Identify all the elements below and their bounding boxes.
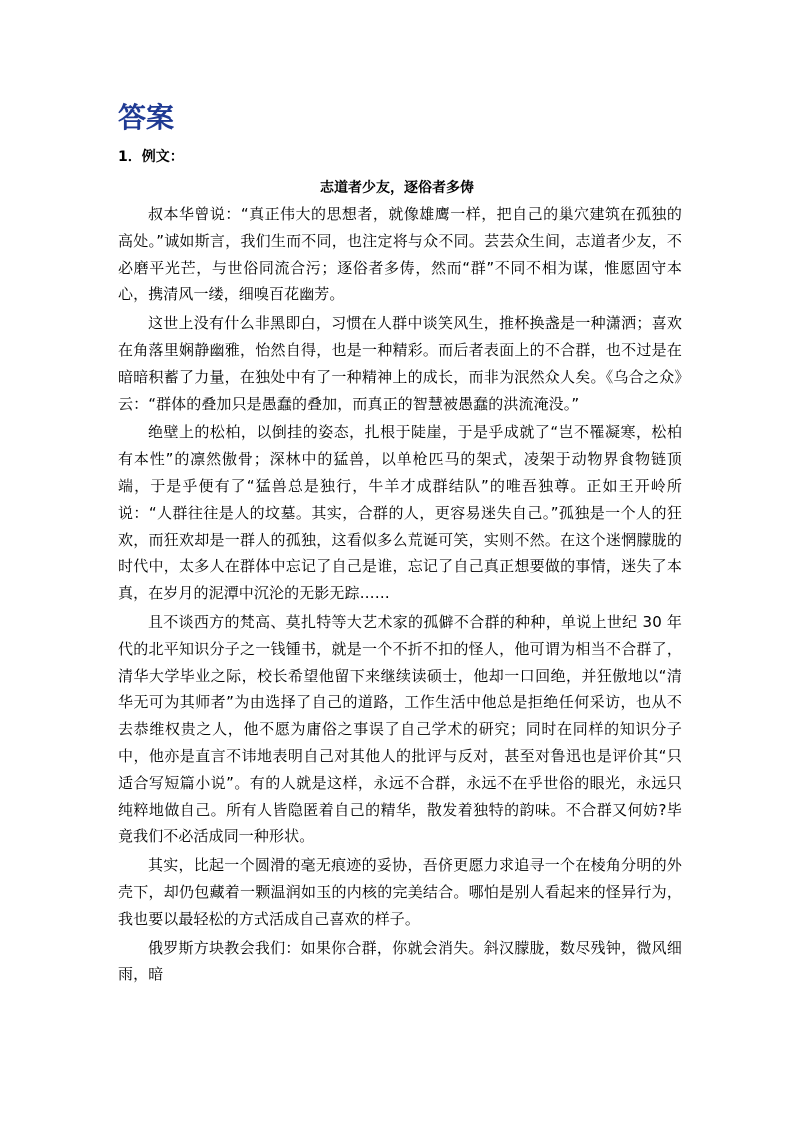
paragraph: 其实，比起一个圆滑的毫无痕迹的妥协，吾侪更愿力求追寻一个在棱角分明的外壳下，却仍包藏着一颗温润如玉的内核的完美结合。哪怕是别人看起来的怪异行为，我也要以最轻松的方式活成自己喜欢的样子。 xyxy=(118,856,682,928)
answer-heading: 答案 xyxy=(118,101,175,134)
paragraph: 叔本华曾说：“真正伟大的思想者，就像雄鹰一样，把自己的巢穴建筑在孤独的高处。”诚如斯言，我们生而不同，也注定将与众不同。芸芸众生间，志道者少友，不必磨平光芒，与世俗同流合污；逐俗者多俦，然而“群”不同不相为谋，惟愿固守本心，携清风一缕，细嗅百花幽芳。 xyxy=(118,205,682,304)
paragraph: 绝壁上的松柏，以倒挂的姿态，扎根于陡崖，于是乎成就了“岂不罹凝寒，松柏有本性”的凛然傲骨；深林中的猛兽，以单枪匹马的架式，凌架于动物界食物链顶端，于是乎便有了“猛兽总是独行，牛羊才成群结队”的唯吾独尊。正如王开岭所说：“人群往往是人的坟墓。其实，合群的人，更容易迷失自己。”孤独是一个人的狂欢，而狂欢却是一群人的孤独，这看似多么荒诞可笑，实则不然。在这个迷惘朦胧的时代中，太多人在群体中忘记了自己是谁，忘记了自己真正想要做的事情，迷失了本真，在岁月的泥潭中沉沦的无影无踪…… xyxy=(118,423,682,603)
essay-body xyxy=(118,201,682,990)
essay-title: 志道者少友，逐俗者多俦 xyxy=(320,180,474,196)
paragraph: 且不谈西方的梵高、莫扎特等大艺术家的孤僻不合群的种种，单说上世纪 30 年代的北平知识分子之一钱锺书，就是一个不折不扣的怪人，他可谓为相当不合群了，清华大学毕业之际，校长希望他留下来继续读硕士，他却一口回绝，并狂傲地以“清华无可为其师者”为由选择了自己的道路，工作生活中他总是拒绝任何采访，也从不去恭维权贵之人，他不愿为庸俗之事误了自己学术的研究；同时在同样的知识分子中，他亦是直言不讳地表明自己对其他人的批评与反对，甚至对鲁迅也是评价其“只适合写短篇小说”。有的人就是这样，永远不合群，永远不在乎世俗的眼光，永远只纯粹地做自己。所有人皆隐匿着自己的精华，散发着独特的韵味。不合群又何妨?毕竟我们不必活成同一种形状。 xyxy=(118,612,682,846)
question-number: 1．例文： xyxy=(118,149,184,165)
paragraph: 俄罗斯方块教会我们：如果你合群，你就会消失。斜汉朦胧，数尽残钟，微风细雨，暗 xyxy=(118,938,682,984)
paragraph: 这世上没有什么非黑即白，习惯在人群中谈笑风生，推杯换盏是一种潇洒；喜欢在角落里娴静幽雅，怡然自得，也是一种精彩。而后者表面上的不合群，也不过是在暗暗积蓄了力量，在独处中有了一种精神上的成长，而非为泯然众人矣。《乌合之众》云：“群体的叠加只是愚蠢的叠加，而真正的智慧被愚蠢的洪流淹没。” xyxy=(118,314,682,413)
